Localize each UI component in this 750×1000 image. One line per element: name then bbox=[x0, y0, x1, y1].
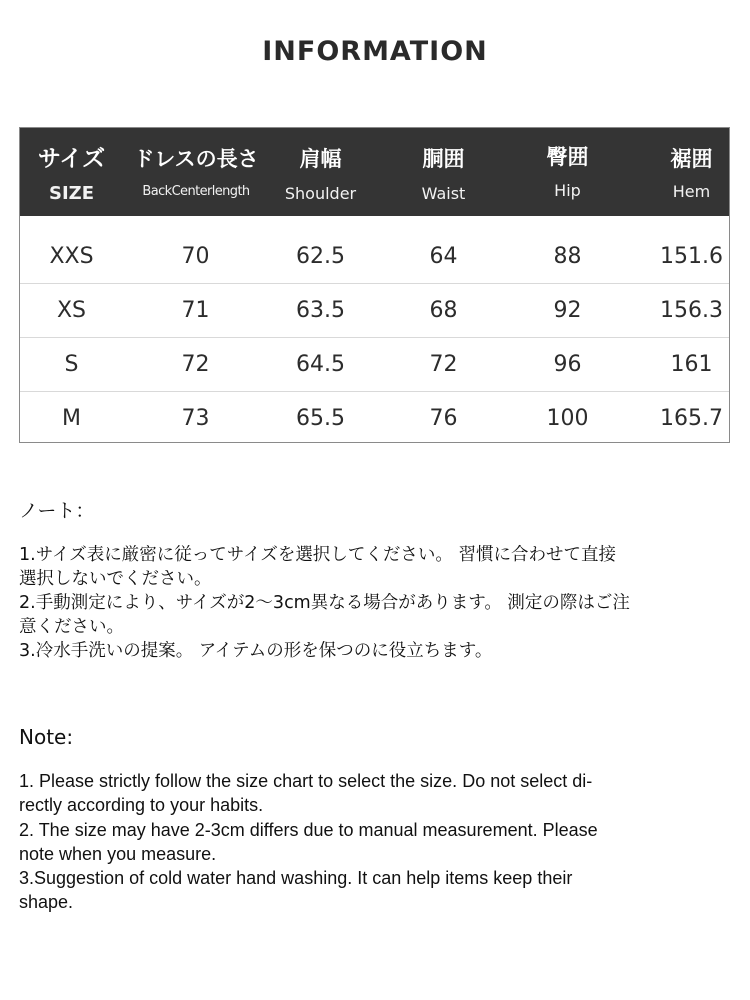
header-length bbox=[128, 128, 264, 216]
notes-japanese bbox=[19, 499, 731, 663]
cell-waist: 68 bbox=[429, 298, 458, 323]
header-shoulder-jp: 肩幅 bbox=[299, 147, 342, 171]
note-line: 1.サイズ表に厳密に従ってサイズを選択してください。 習慣に合わせて直接 bbox=[19, 545, 616, 565]
table-header bbox=[20, 128, 729, 216]
cell-hem: 161 bbox=[670, 352, 713, 377]
note-line: 3.Suggestion of cold water hand washing. It can help items keep their bbox=[19, 868, 573, 889]
note-line: shape. bbox=[19, 892, 74, 913]
size-chart-table bbox=[19, 127, 730, 443]
header-hip-en: Hip bbox=[554, 181, 581, 200]
cell-shoulder: 62.5 bbox=[296, 244, 345, 269]
table-row bbox=[20, 392, 729, 442]
header-hip-jp: 臀囲 bbox=[546, 145, 589, 169]
header-hip bbox=[516, 128, 619, 216]
header-waist bbox=[392, 128, 495, 216]
header-hem bbox=[640, 128, 743, 216]
header-length-en: BackCenterlength bbox=[142, 184, 250, 199]
header-waist-en: Waist bbox=[421, 184, 466, 203]
header-size-en: SIZE bbox=[48, 183, 94, 204]
cell-waist: 72 bbox=[429, 352, 458, 377]
table-row bbox=[20, 338, 729, 392]
notes-english-body bbox=[19, 769, 731, 915]
note-line: 選択しないでください。 bbox=[19, 569, 212, 589]
cell-shoulder: 65.5 bbox=[296, 406, 345, 431]
note-line: 1. Please strictly follow the size chart to select the size. Do not select di- bbox=[19, 771, 593, 791]
cell-shoulder: 64.5 bbox=[296, 352, 345, 377]
note-line: 2. The size may have 2-3cm differs due to manual measurement. Please bbox=[19, 819, 598, 840]
notes-japanese-body bbox=[19, 543, 731, 663]
cell-waist: 64 bbox=[429, 244, 458, 269]
cell-hem: 151.6 bbox=[660, 244, 723, 269]
notes-english-heading: Note: bbox=[19, 725, 74, 749]
note-line: rectly according to your habits. bbox=[19, 795, 264, 816]
header-size bbox=[20, 128, 123, 216]
note-line: 2.手動測定により、サイズが2〜3cm異なる場合があります。 測定の際はご注 bbox=[19, 593, 630, 613]
page-title: INFORMATION bbox=[262, 36, 488, 67]
note-line: 3.冷水手洗いの提案。 アイテムの形を保つのに役立ちます。 bbox=[19, 641, 493, 661]
header-hem-jp: 裾囲 bbox=[670, 147, 713, 171]
notes-japanese-heading: ノート： bbox=[19, 500, 95, 522]
notes-english bbox=[19, 725, 731, 915]
cell-hip: 100 bbox=[546, 406, 589, 431]
table-row bbox=[20, 284, 729, 338]
cell-length: 70 bbox=[181, 244, 210, 269]
cell-size: XS bbox=[56, 298, 87, 323]
cell-size: S bbox=[64, 352, 79, 377]
header-waist-jp: 胴囲 bbox=[422, 147, 465, 171]
header-size-jp: サイズ bbox=[37, 146, 106, 172]
cell-hip: 96 bbox=[553, 352, 582, 377]
table-row bbox=[20, 230, 729, 284]
cell-length: 73 bbox=[181, 406, 210, 431]
cell-hem: 156.3 bbox=[660, 298, 723, 323]
cell-hem: 165.7 bbox=[660, 406, 723, 431]
note-line: note when you measure. bbox=[19, 843, 217, 864]
note-line: 意ください。 bbox=[19, 617, 124, 637]
header-hem-en: Hem bbox=[672, 182, 711, 201]
cell-shoulder: 63.5 bbox=[296, 298, 345, 323]
cell-hip: 88 bbox=[553, 244, 582, 269]
header-shoulder bbox=[269, 128, 372, 216]
cell-waist: 76 bbox=[429, 406, 458, 431]
cell-size: XXS bbox=[49, 244, 94, 269]
cell-hip: 92 bbox=[553, 298, 582, 323]
cell-length: 71 bbox=[181, 298, 210, 323]
cell-length: 72 bbox=[181, 352, 210, 377]
cell-size: M bbox=[62, 406, 81, 431]
header-length-jp: ドレスの長さ bbox=[133, 147, 259, 171]
header-shoulder-en: Shoulder bbox=[284, 184, 357, 203]
